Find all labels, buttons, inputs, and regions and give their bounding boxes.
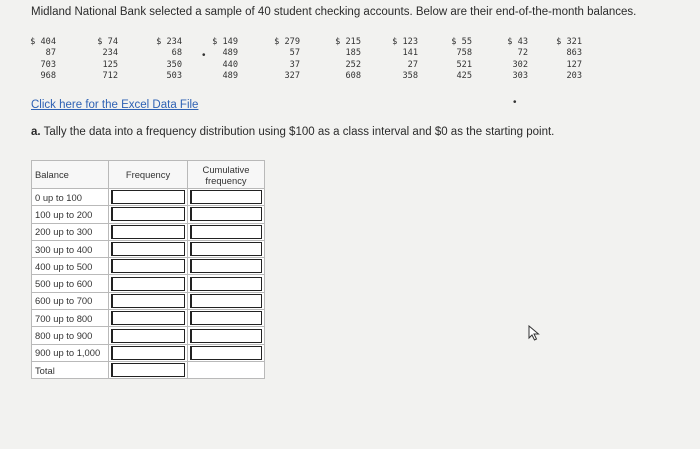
cumulative-frequency-cell	[188, 275, 265, 292]
cumulative-frequency-input[interactable]	[190, 242, 262, 256]
data-value: 712	[102, 70, 118, 81]
data-value: 125	[102, 59, 118, 70]
data-value: 440	[222, 59, 238, 70]
data-column	[507, 37, 528, 82]
data-value: 968	[40, 70, 56, 81]
class-interval-label: 200 up to 300	[32, 223, 109, 240]
data-column	[274, 37, 300, 82]
class-interval-label: 0 up to 100	[32, 189, 109, 206]
cumulative-frequency-cell	[188, 344, 265, 361]
cumulative-frequency-cell	[188, 189, 265, 206]
table-row	[32, 223, 265, 240]
table-header-row	[32, 161, 265, 189]
table-row	[32, 275, 265, 292]
data-value: 327	[284, 70, 300, 81]
data-value: 252	[345, 59, 361, 70]
table-row	[32, 327, 265, 344]
frequency-input[interactable]	[111, 225, 185, 239]
data-column	[156, 37, 182, 82]
data-value: 489	[222, 70, 238, 81]
data-value: $ 74	[97, 37, 118, 47]
class-interval-label: 700 up to 800	[32, 310, 109, 327]
question-a	[31, 126, 554, 138]
data-value: $ 43	[507, 37, 528, 47]
balance-header: Balance	[32, 161, 109, 189]
data-value: $ 149	[212, 37, 238, 47]
data-value: 234	[102, 48, 118, 59]
frequency-cell	[109, 292, 188, 309]
cumulative-frequency-input[interactable]	[190, 207, 262, 221]
table-row	[32, 206, 265, 223]
data-value: 425	[456, 70, 472, 81]
total-frequency-input[interactable]	[111, 363, 185, 377]
class-interval-label: 300 up to 400	[32, 240, 109, 257]
table-row	[32, 344, 265, 361]
data-value: 141	[402, 48, 418, 59]
data-value: 127	[566, 59, 582, 70]
total-label: Total	[32, 361, 109, 378]
data-value: 758	[456, 48, 472, 59]
data-value: 703	[40, 59, 56, 70]
frequency-cell	[109, 275, 188, 292]
frequency-input[interactable]	[111, 311, 185, 325]
frequency-cell	[109, 240, 188, 257]
cumulative-frequency-cell	[188, 240, 265, 257]
data-value: 489	[222, 48, 238, 59]
data-value: $ 404	[30, 37, 56, 47]
stray-dot: •	[513, 97, 517, 108]
data-column	[30, 37, 56, 82]
frequency-cell	[109, 258, 188, 275]
frequency-input[interactable]	[111, 346, 185, 360]
data-value: 72	[517, 48, 528, 59]
table-row	[32, 240, 265, 257]
class-interval-label: 400 up to 500	[32, 258, 109, 275]
frequency-input[interactable]	[111, 207, 185, 221]
table-row	[32, 189, 265, 206]
data-column	[451, 37, 472, 82]
data-value: $ 234	[156, 37, 182, 47]
cumulative-frequency-cell	[188, 310, 265, 327]
question-text: Tally the data into a frequency distribution using $100 as a class interval and $0 as the starting point.	[40, 126, 555, 138]
data-column	[335, 37, 361, 82]
mouse-pointer-icon	[528, 325, 540, 341]
data-column	[556, 37, 582, 82]
balances-data-grid	[22, 37, 582, 89]
table-row	[32, 310, 265, 327]
data-value: 87	[45, 48, 56, 59]
cumulative-frequency-input[interactable]	[190, 190, 262, 204]
cumulative-frequency-input[interactable]	[190, 311, 262, 325]
data-value: $ 55	[451, 37, 472, 47]
frequency-distribution-table	[31, 160, 265, 379]
table-row	[32, 292, 265, 309]
data-value: 37	[289, 59, 300, 70]
frequency-input[interactable]	[111, 242, 185, 256]
frequency-cell	[109, 327, 188, 344]
cumulative-frequency-cell	[188, 223, 265, 240]
frequency-header: Frequency	[109, 161, 188, 189]
data-value: $ 215	[335, 37, 361, 47]
total-cumulative-cell	[188, 361, 265, 378]
cumulative-frequency-input[interactable]	[190, 346, 262, 360]
frequency-cell	[109, 223, 188, 240]
data-value: 302	[512, 59, 528, 70]
data-column	[212, 37, 238, 82]
frequency-cell	[109, 206, 188, 223]
cumulative-frequency-cell	[188, 327, 265, 344]
data-value: 27	[407, 59, 418, 70]
data-value: 863	[566, 48, 582, 59]
table-row	[32, 258, 265, 275]
class-interval-label: 600 up to 700	[32, 292, 109, 309]
data-column	[392, 37, 418, 82]
problem-intro: Midland National Bank selected a sample of 40 student checking accounts. Below are their end-of-the-month balances.	[31, 6, 637, 18]
data-value: 303	[512, 70, 528, 81]
cumulative-frequency-input[interactable]	[190, 294, 262, 308]
cumulative-frequency-cell	[188, 206, 265, 223]
cumulative-frequency-input[interactable]	[190, 329, 262, 343]
data-value: 350	[166, 59, 182, 70]
cumulative-frequency-input[interactable]	[190, 225, 262, 239]
data-value: 358	[402, 70, 418, 81]
cumulative-frequency-header: Cumulative frequency	[188, 161, 265, 189]
cumulative-frequency-cell	[188, 292, 265, 309]
data-value: 203	[566, 70, 582, 81]
class-interval-label: 100 up to 200	[32, 206, 109, 223]
data-column	[97, 37, 118, 82]
stray-dot: •	[202, 50, 206, 61]
frequency-cell	[109, 189, 188, 206]
excel-data-file-link[interactable]: Click here for the Excel Data File	[31, 99, 199, 111]
frequency-input[interactable]	[111, 277, 185, 291]
total-frequency-cell	[109, 361, 188, 378]
frequency-input[interactable]	[111, 259, 185, 273]
data-value: 185	[345, 48, 361, 59]
data-value: 68	[171, 48, 182, 59]
frequency-input[interactable]	[111, 190, 185, 204]
class-interval-label: 900 up to 1,000	[32, 344, 109, 361]
frequency-cell	[109, 344, 188, 361]
data-value: 608	[345, 70, 361, 81]
class-interval-label: 800 up to 900	[32, 327, 109, 344]
frequency-input[interactable]	[111, 294, 185, 308]
class-interval-label: 500 up to 600	[32, 275, 109, 292]
data-value: 57	[289, 48, 300, 59]
data-value: 521	[456, 59, 472, 70]
cumulative-frequency-input[interactable]	[190, 259, 262, 273]
frequency-cell	[109, 310, 188, 327]
cumulative-frequency-input[interactable]	[190, 277, 262, 291]
data-value: $ 279	[274, 37, 300, 47]
question-label: a.	[31, 126, 41, 138]
frequency-input[interactable]	[111, 329, 185, 343]
data-value: $ 123	[392, 37, 418, 47]
total-row	[32, 361, 265, 378]
data-value: 503	[166, 70, 182, 81]
data-value: $ 321	[556, 37, 582, 47]
cumulative-frequency-cell	[188, 258, 265, 275]
